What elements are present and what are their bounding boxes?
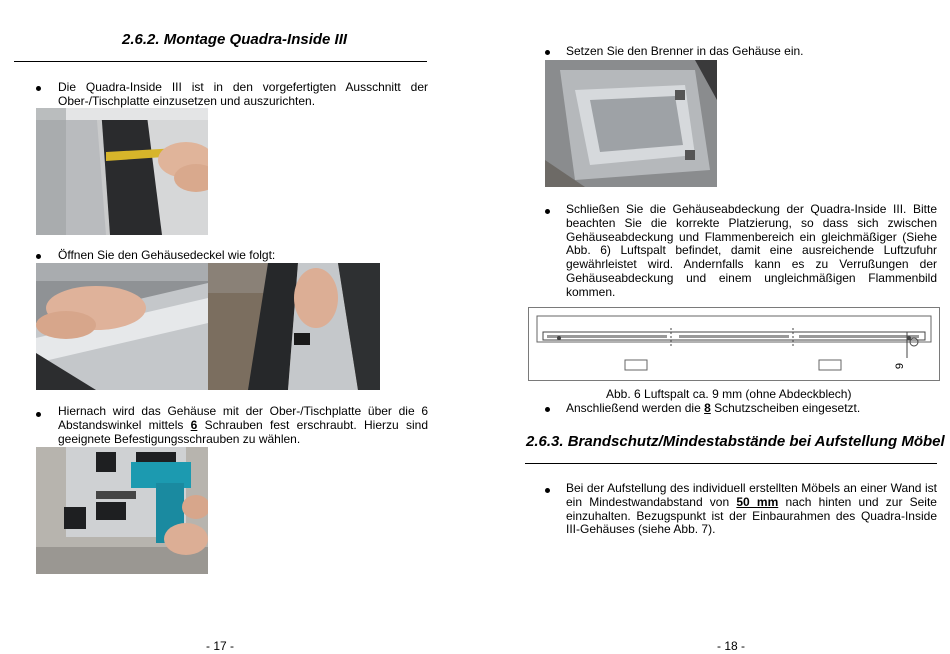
photo-measuring-cutout bbox=[36, 108, 208, 235]
paragraph-protective-glass bbox=[566, 402, 936, 416]
photo-drill-screwing bbox=[36, 447, 208, 574]
text-post: nach hinten und zur Seite einzuhalten. Bezugspunkt ist der Einbaurahmen des Quadra-Inside III-Gehäuses (siehe Abb. 7). bbox=[566, 494, 937, 537]
text-post: Schutzscheiben eingesetzt. bbox=[710, 401, 861, 415]
photo-opening-cover-right bbox=[208, 263, 380, 390]
paragraph-insert-burner: Setzen Sie den Brenner in das Gehäuse ein. bbox=[566, 44, 804, 58]
screw-count: 6 bbox=[190, 417, 198, 432]
heading-rule bbox=[14, 61, 427, 62]
bullet-marker bbox=[545, 50, 550, 55]
figure-caption-abb6: Abb. 6 Luftspalt ca. 9 mm (ohne Abdeckblech) bbox=[606, 387, 852, 401]
bullet-marker bbox=[545, 407, 550, 412]
diagram-air-gap bbox=[528, 307, 940, 381]
section-heading-montage: 2.6.2. Montage Quadra-Inside III bbox=[122, 31, 348, 48]
paragraph-open-cover: Öffnen Sie den Gehäusedeckel wie folgt: bbox=[58, 248, 276, 262]
bullet-marker bbox=[36, 412, 41, 417]
page-number-17: - 17 - bbox=[206, 639, 235, 653]
heading-rule bbox=[525, 463, 937, 464]
bullet-marker bbox=[545, 209, 550, 214]
text-pre: Bei der Aufstellung des individuell erstellten Möbels an einer Wand ist ein Mindestwandabstand von bbox=[566, 481, 937, 509]
glass-count: 8 bbox=[704, 401, 711, 415]
paragraph-wall-distance bbox=[566, 482, 937, 537]
photo-burner-in-housing bbox=[545, 60, 717, 187]
page-number-18: - 18 - bbox=[717, 639, 746, 653]
bullet-marker bbox=[545, 488, 550, 493]
text-post: Schrauben fest erschraubt. Hierzu sind geeignete Befestigungsschrauben zu wählen. bbox=[58, 417, 428, 446]
min-distance: 50 mm bbox=[736, 494, 779, 509]
paragraph-close-cover: Schließen Sie die Gehäuseabdeckung der Quadra-Inside III. Bitte beachten Sie die korrekte Platzierung, so dass sich zwischen Gehäuseabdeckung und Flammenbereich ein gleichmäßiger (Siehe Abb. 6) Luftspalt befindet, damit eine ausreichende Luftzufuhr gewährleistet wird. Andernfalls kann es zu Verrußungen der Gehäuseabdeckung und einem ungleichmäßigen Flammenbild kommen. bbox=[566, 202, 937, 299]
paragraph-screw-housing bbox=[58, 405, 428, 446]
photo-opening-cover-left bbox=[36, 263, 208, 390]
dimension-label: 9 bbox=[894, 362, 907, 370]
text-pre: Anschließend werden die bbox=[566, 401, 705, 415]
bullet-marker bbox=[36, 254, 41, 259]
bullet-marker bbox=[36, 86, 41, 91]
section-heading-brandschutz: 2.6.3. Brandschutz/Mindestabstände bei Aufstellung Möbel bbox=[526, 433, 945, 450]
paragraph-insert-cutout: Die Quadra-Inside III ist in den vorgefertigten Ausschnitt der Ober-/Tischplatte einzusetzen und auszurichten. bbox=[58, 80, 428, 108]
text-pre: Hiernach wird das Gehäuse mit der Ober-/Tischplatte über die 6 Abstandswinkel mittels bbox=[58, 404, 428, 432]
